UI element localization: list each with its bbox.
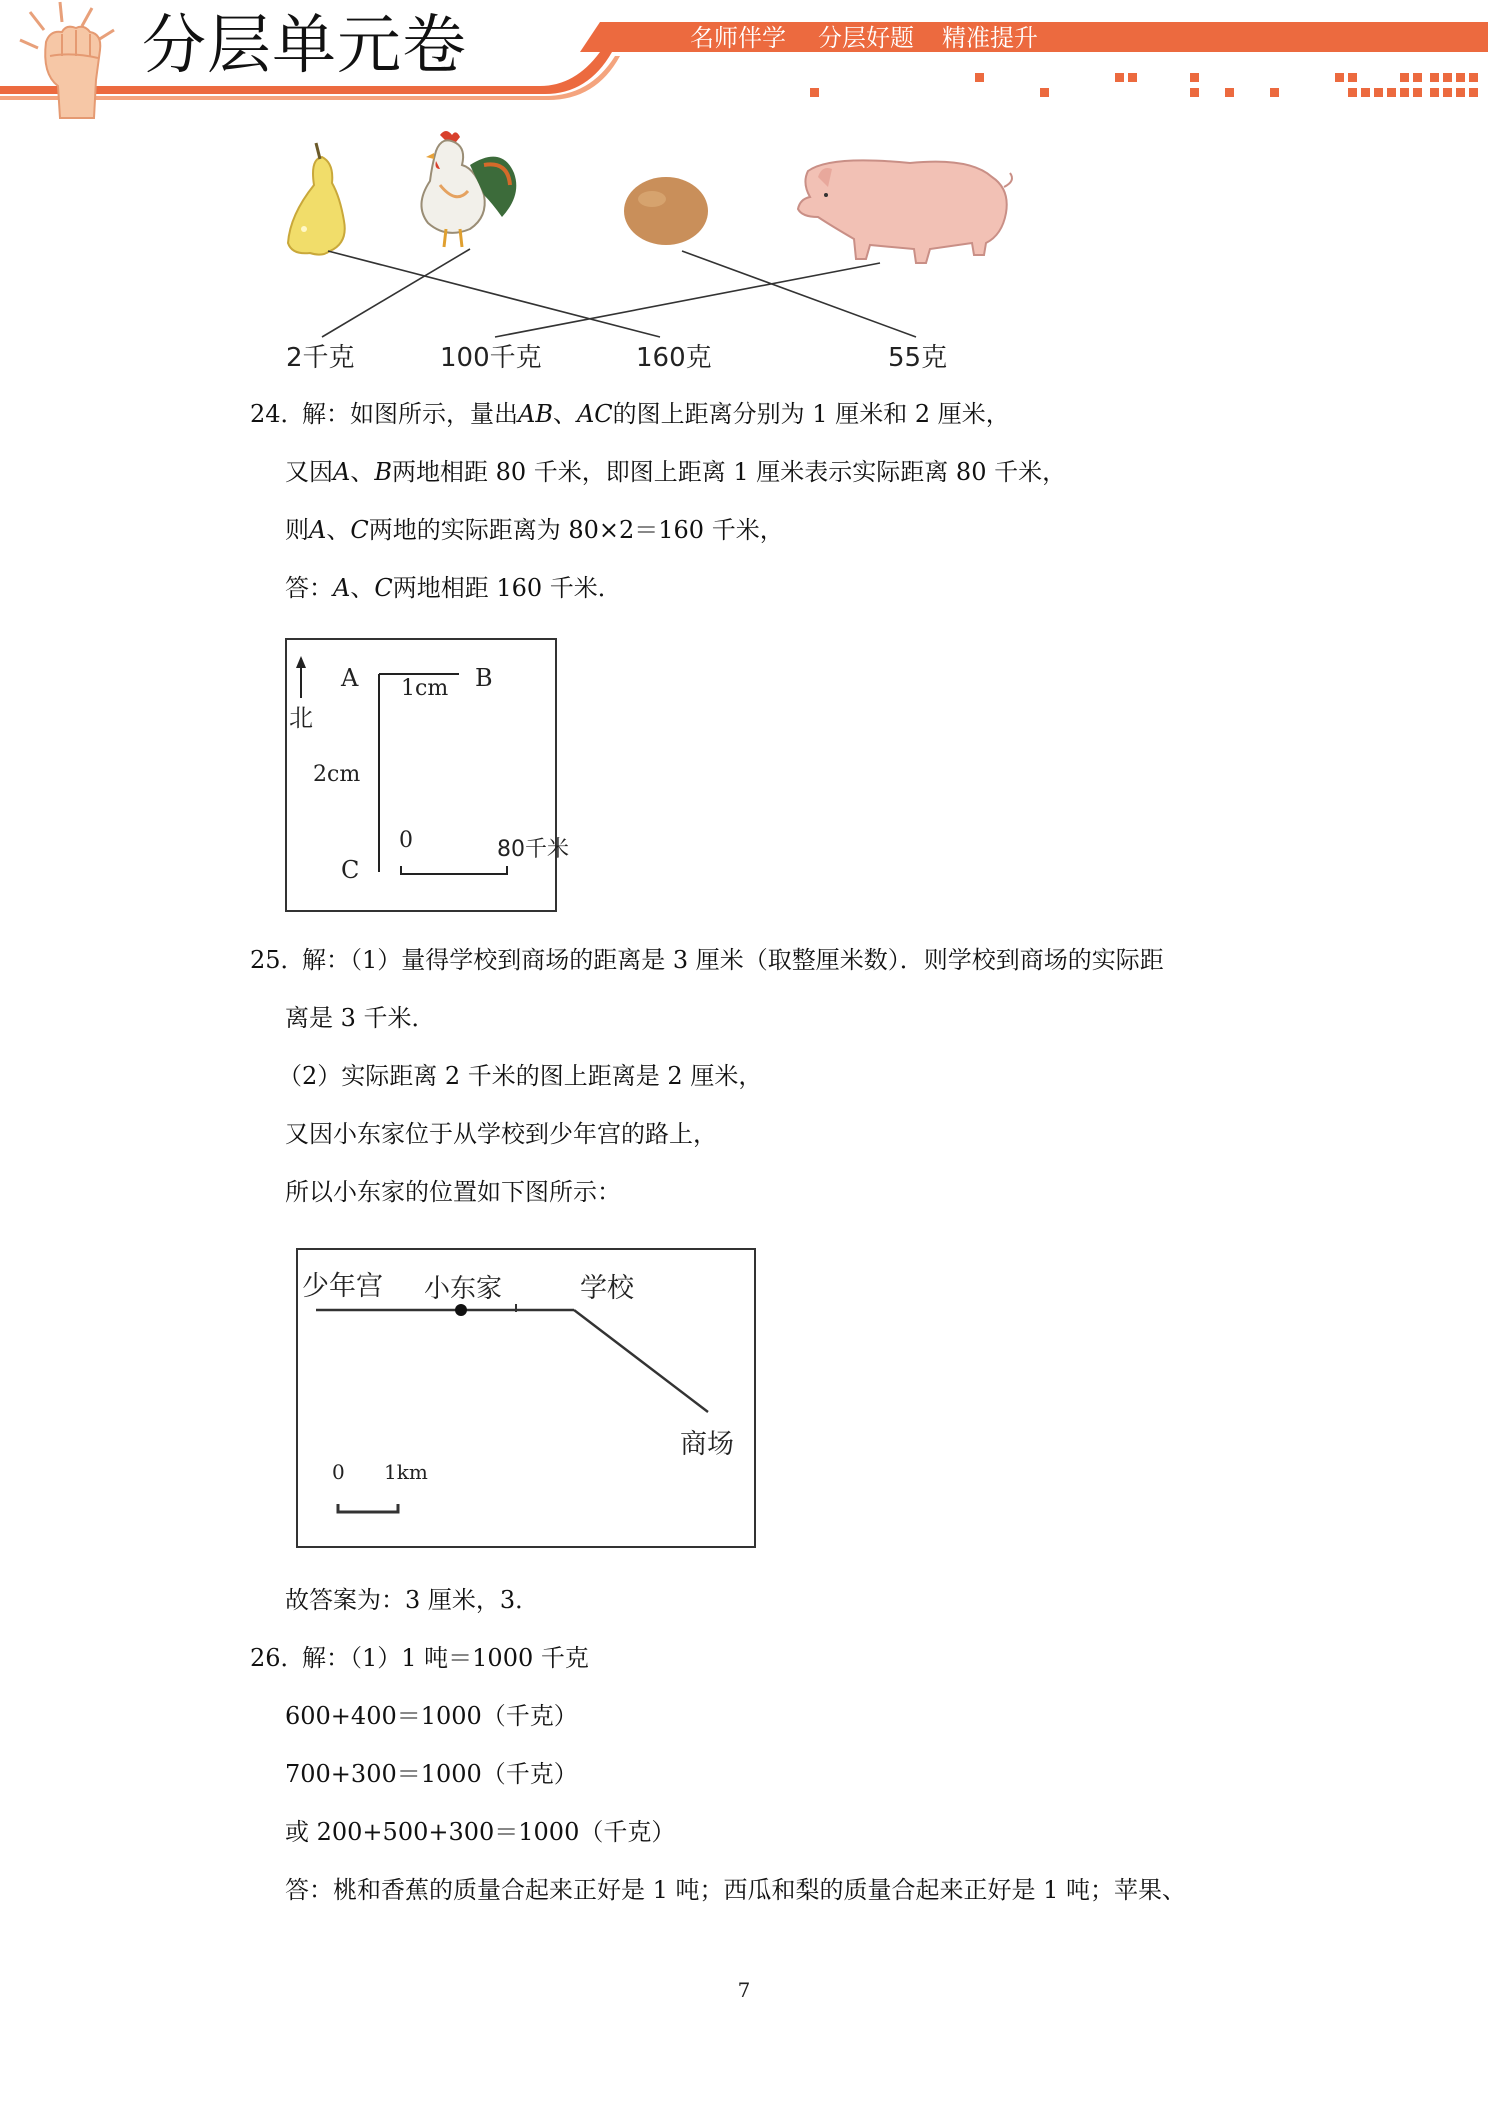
q25-answer: 故答案为：3 厘米，3．: [285, 1586, 540, 1614]
q25-line-3: （2）实际距离 2 千米的图上距离是 2 厘米，: [278, 1062, 763, 1090]
north-label: 北: [289, 704, 313, 732]
q26-line-3: 700+300＝1000（千克）: [285, 1760, 578, 1788]
map2-scale-zero-label: 0: [332, 1460, 345, 1484]
q25-line-5: 所以小东家的位置如下图所示：: [285, 1178, 621, 1206]
q24-line-4: 答：A、C两地相距 160 千米．: [285, 574, 622, 602]
road-school-to-mall: [574, 1310, 708, 1412]
pear-image: [288, 143, 345, 255]
ac-length-label: 2cm: [313, 762, 361, 787]
point-c-label: C: [341, 856, 360, 884]
slogan-2: 分层好题: [818, 24, 914, 52]
fist-logo-icon: [10, 0, 130, 120]
q25-number: 25．: [250, 946, 305, 974]
q25-line-4: 又因小东家位于从学校到少年宫的路上，: [285, 1120, 717, 1148]
q24-line-1: 解：如图所示，量出AB、AC的图上距离分别为 1 厘米和 2 厘米，: [302, 400, 1010, 428]
scale-zero-label: 0: [399, 828, 413, 853]
weight-label-100kg: 100千克: [440, 343, 542, 373]
line-pear-to-160g: [328, 251, 660, 337]
home-marker: [455, 1304, 467, 1316]
line-pig-to-100kg: [495, 263, 880, 337]
q25-line-1: 解：（1）量得学校到商场的距离是 3 厘米（取整厘米数）．则学校到商场的实际距: [302, 946, 1164, 974]
slogan-3: 精准提升: [942, 24, 1038, 52]
q26-number: 26．: [250, 1644, 305, 1672]
page-number: 7: [737, 1978, 751, 2002]
weight-matching-figure: [270, 125, 1030, 380]
school-label: 学校: [580, 1273, 634, 1304]
slogan-1: 名师伴学: [690, 24, 786, 52]
brand-title: 分层单元卷: [142, 9, 467, 83]
ab-length-label: 1cm: [401, 676, 449, 701]
weight-label-55g: 55克: [888, 343, 948, 373]
page-header: [0, 0, 1488, 125]
weight-label-160g: 160克: [636, 343, 712, 373]
q26-line-4: 或 200+500+300＝1000（千克）: [285, 1818, 676, 1846]
map2-scale-value-label: 1km: [384, 1460, 428, 1484]
point-b-label: B: [475, 664, 493, 692]
point-a-label: A: [341, 664, 359, 692]
q24-line-2: 又因A、B两地相距 80 千米，即图上距离 1 厘米表示实际距离 80 千米，: [285, 458, 1067, 486]
egg-image: [624, 177, 708, 245]
palace-label: 少年宫: [302, 1271, 383, 1302]
map-abc-figure: [285, 638, 569, 912]
q24-line-3: 则A、C两地的实际距离为 80×2＝160 千米，: [285, 516, 784, 544]
line-rooster-to-2kg: [322, 249, 470, 337]
home-label: 小东家: [424, 1274, 503, 1304]
q26-line-2: 600+400＝1000（千克）: [285, 1702, 578, 1730]
q24-number: 24．: [250, 400, 305, 428]
route-map-figure: [296, 1248, 756, 1548]
weight-label-2kg: 2千克: [286, 343, 355, 373]
q26-line-5: 答：桃和香蕉的质量合起来正好是 1 吨；西瓜和梨的质量合起来正好是 1 吨；苹果、: [285, 1876, 1187, 1904]
pig-image: [798, 160, 1012, 263]
rooster-image: [421, 131, 516, 247]
q25-line-2: 离是 3 千米．: [285, 1004, 436, 1032]
mall-label: 商场: [680, 1429, 734, 1460]
q26-line-1: 解：（1）1 吨＝1000 千克: [302, 1644, 589, 1672]
scale-value-label: 80千米: [497, 837, 569, 862]
